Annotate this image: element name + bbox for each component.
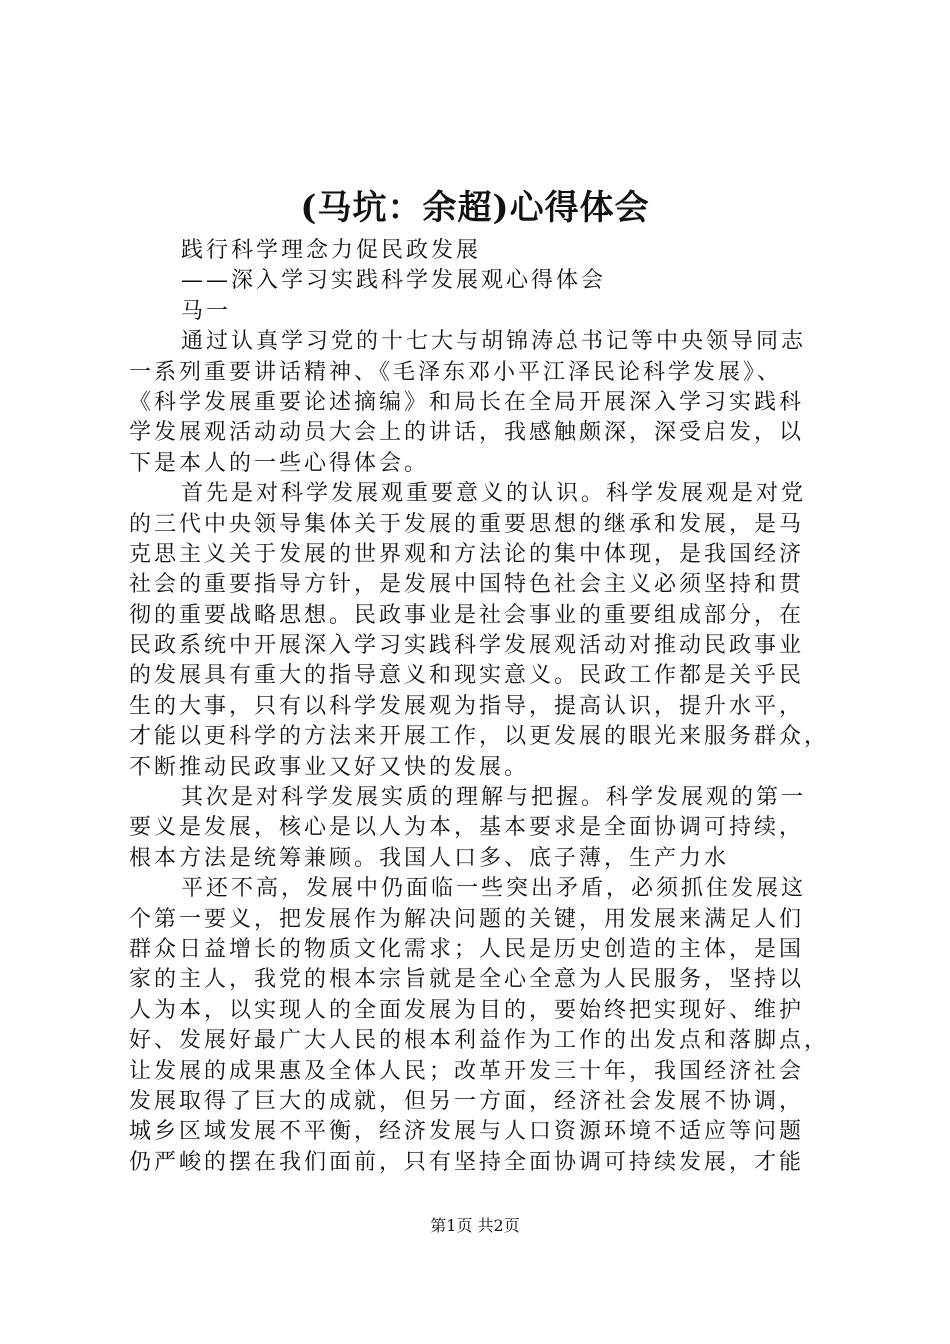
paragraph-line: 好、发展好最广大人民的根本利益作为工作的出发点和落脚点， xyxy=(129,1028,829,1054)
author-line: 马一 xyxy=(181,298,232,324)
paragraph-line: 首先是对科学发展观重要意义的认识。科学发展观是对党 xyxy=(181,481,807,507)
paragraph-line: 人为本，以实现人的全面发展为目的，要始终把实现好、维护 xyxy=(129,997,805,1023)
paragraph-line: 民政系统中开展深入学习实践科学发展观活动对推动民政事业 xyxy=(129,633,805,659)
paragraph-line: 通过认真学习党的十七大与胡锦涛总书记等中央领导同志 xyxy=(181,329,807,355)
paragraph-line: 才能以更科学的方法来开展工作，以更发展的眼光来服务群众， xyxy=(129,724,829,750)
paragraph-line: 仍严峻的摆在我们面前，只有坚持全面协调可持续发展，才能 xyxy=(129,1149,805,1175)
paragraph-line: 根本方法是统筹兼顾。我国人口多、底子薄，生产力水 xyxy=(129,845,730,871)
paragraph-line: 克思主义关于发展的世界观和方法论的集中体现，是我国经济 xyxy=(129,541,805,567)
document-title: (马坑：余超)心得体会 xyxy=(300,188,650,228)
paragraph-line: 家的主人，我党的根本宗旨就是全心全意为人民服务，坚持以 xyxy=(129,967,805,993)
paragraph-line: 群众日益增长的物质文化需求；人民是历史创造的主体，是国 xyxy=(129,936,805,962)
paragraph-line: 个第一要义，把发展作为解决问题的关键，用发展来满足人们 xyxy=(129,906,805,932)
subtitle-line: 践行科学理念力促民政发展 xyxy=(181,238,482,263)
paragraph-line: 平还不高，发展中仍面临一些突出矛盾，必须抓住发展这 xyxy=(181,876,807,902)
paragraph-line: 其次是对科学发展实质的理解与把握。科学发展观的第一 xyxy=(181,785,807,811)
paragraph-line: 学发展观活动动员大会上的讲话，我感触颇深，深受启发，以 xyxy=(129,420,805,446)
paragraph-line: 社会的重要指导方针，是发展中国特色社会主义必须坚持和贯 xyxy=(129,572,805,598)
paragraph-line: 发展取得了巨大的成就，但另一方面，经济社会发展不协调， xyxy=(129,1088,805,1114)
paragraph-line: 下是本人的一些心得体会。 xyxy=(129,450,430,476)
subtitle-line: ——深入学习实践科学发展观心得体会 xyxy=(181,268,607,294)
paragraph-line: 城乡区域发展不平衡，经济发展与人口资源环境不适应等问题 xyxy=(129,1119,805,1145)
paragraph-line: 的发展具有重大的指导意义和现实意义。民政工作都是关乎民 xyxy=(129,663,805,689)
page-number: 第1页 共2页 xyxy=(430,1216,520,1235)
paragraph-line: 一系列重要讲话精神、《毛泽东邓小平江泽民论科学发展》、 xyxy=(129,359,783,385)
paragraph-line: 让发展的成果惠及全体人民；改革开发三十年，我国经济社会 xyxy=(129,1058,805,1084)
paragraph-line: 《科学发展重要论述摘编》和局长在全局开展深入学习实践科 xyxy=(129,389,805,415)
paragraph-line: 不断推动民政事业又好又快的发展。 xyxy=(129,754,530,780)
paragraph-line: 的三代中央领导集体关于发展的重要思想的继承和发展，是马 xyxy=(129,511,805,537)
paragraph-line: 生的大事，只有以科学发展观为指导，提高认识，提升水平， xyxy=(129,693,805,719)
paragraph-line: 要义是发展，核心是以人为本，基本要求是全面协调可持续， xyxy=(129,815,805,841)
paragraph-line: 彻的重要战略思想。民政事业是社会事业的重要组成部分，在 xyxy=(129,602,805,628)
document-body xyxy=(129,236,829,1178)
